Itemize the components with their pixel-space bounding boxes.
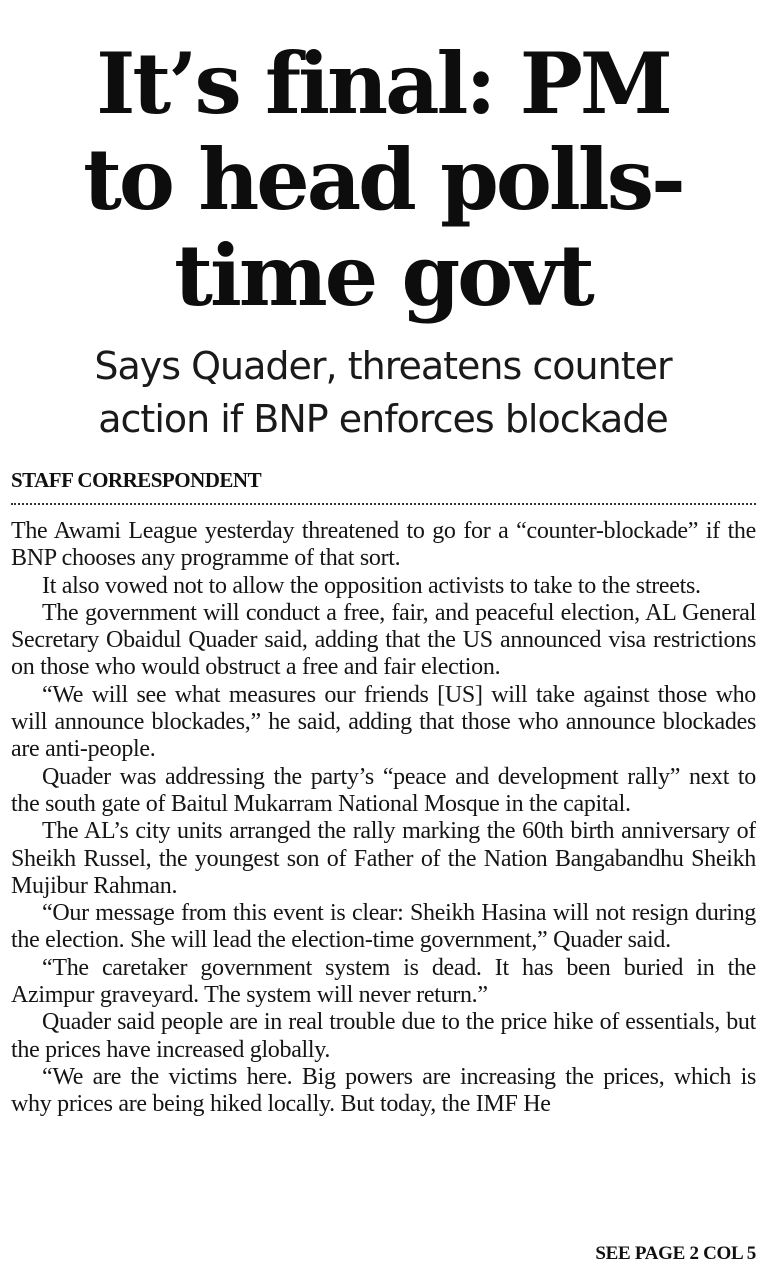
article-paragraph: Quader was addressing the party’s “peace and development rally” next to the south gate of Baitul Mukarram National Mosque in the capital. xyxy=(11,763,756,817)
article-paragraph: “We are the victims here. Big powers are increasing the prices, which is why prices are being hiked locally. But today, the IMF He xyxy=(11,1063,756,1118)
dotted-divider xyxy=(11,503,756,505)
headline-line: It’s final: PM xyxy=(96,34,670,133)
continuation-note: SEE PAGE 2 COL 5 xyxy=(595,1243,756,1264)
article-paragraph: The AL’s city units arranged the rally marking the 60th birth anniversary of Sheikh Russel, the youngest son of Father of the Nation Bangabandhu Sheikh Mujibur Rahman. xyxy=(11,818,756,899)
article-paragraph: “The caretaker government system is dead. It has been buried in the Azimpur graveyard. The system will never return.” xyxy=(11,954,756,1009)
byline: STAFF CORRESPONDENT xyxy=(11,468,262,492)
subheadline-line: Says Quader, threatens counter xyxy=(94,344,672,388)
article-paragraph: It also vowed not to allow the opposition activists to take to the streets. xyxy=(42,572,701,599)
article-paragraph: The Awami League yesterday threatened to go for a “counter-blockade” if the BNP chooses any programme of that sort. xyxy=(11,518,756,572)
article-paragraph: “We will see what measures our friends [US] will take against those who will announce blockades,” he said, adding that those who announce blockades are anti-people. xyxy=(11,681,756,763)
headline xyxy=(0,36,766,324)
article-paragraph: “Our message from this event is clear: Sheikh Hasina will not resign during the election. She will lead the election-time government,” Quader said. xyxy=(11,900,756,954)
headline-line: to head polls- xyxy=(83,130,683,229)
headline-line: time govt xyxy=(174,226,592,325)
article-paragraph: The government will conduct a free, fair, and peaceful election, AL General Secretary Obaidul Quader said, adding that the US announced visa restrictions on those who would obstruct a free and fair election. xyxy=(11,599,756,681)
article-body xyxy=(11,518,756,1240)
subheadline xyxy=(0,340,766,446)
subheadline-line: action if BNP enforces blockade xyxy=(98,397,668,441)
article-paragraph: Quader said people are in real trouble due to the price hike of essentials, but the prices have increased globally. xyxy=(11,1009,756,1063)
